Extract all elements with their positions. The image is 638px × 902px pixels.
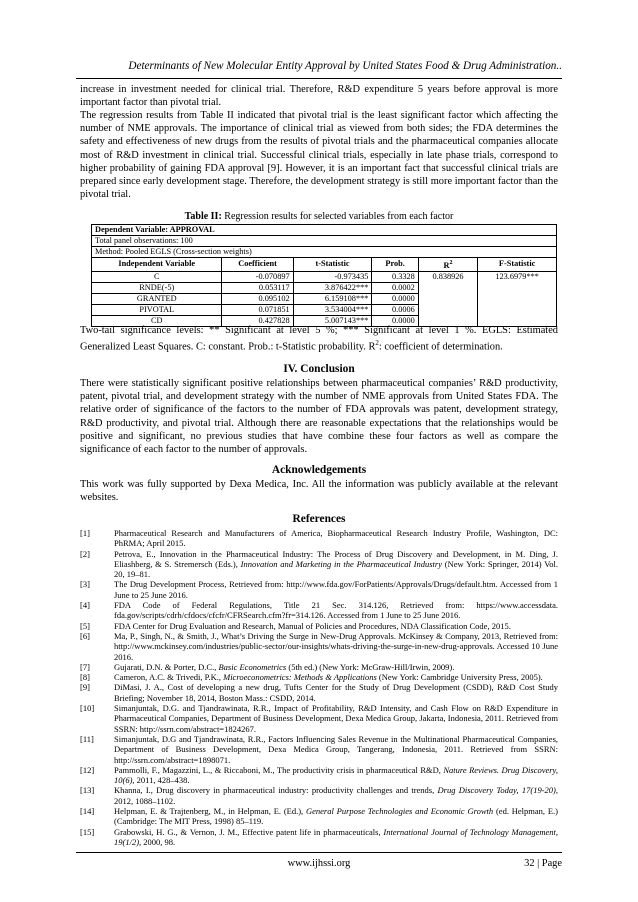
estimation-method: Method: Pooled EGLS (Cross-section weights) [92,247,557,258]
footer-website: www.ijhssi.org [287,858,351,869]
reference-item [80,600,558,621]
header-rule [76,78,562,79]
coefficient-value: 0.053117 [222,282,293,293]
empty-cell [478,304,557,315]
reference-number: [12] [80,764,95,775]
empty-cell [418,304,477,315]
reference-item [80,662,558,672]
table-row [92,282,557,293]
conclusion-heading: IV. Conclusion [283,363,355,375]
intro-paragraph-1: increase in investment needed for clinical trial. Therefore, R&D expenditure 5 years before approval is more important factor than pivotal trial. [80,84,558,109]
reference-number: [5] [80,620,90,631]
empty-cell [478,282,557,293]
reference-item [80,528,558,549]
reference-item [80,579,558,600]
empty-cell [418,282,477,293]
reference-text: Helpman, E. & Trajtenberg, M., in Helpman, E. (Ed.), General Purpose Technologies and Economic Growth (ed. Helpman, E.) (Cambridge: The MIT Press, 1998) 85–119. [114,806,558,827]
table-notes [80,324,558,354]
fstat-value: 123.6979*** [478,271,557,282]
reference-number: [9] [80,682,90,693]
coefficient-value: 0.071851 [222,304,293,315]
reference-item [80,827,558,848]
reference-text: Ma, P., Singh, N., & Smith, J., What’s Driving the Surge in New-Drug Approvals. McKinsey & Company, 2013, Retrieved from: http://www.mckinsey.com/industries/public-sector/our-insights/whats-driving-the-surge-in-new-drug-approvals. Accessed 10 June 2016. [114,630,558,662]
coefficient-value: 0.427828 [222,315,293,326]
dependent-variable: Dependent Variable: APPROVAL [92,225,557,236]
reference-item [80,785,558,806]
footer-rule [76,852,562,853]
tstat-value: 5.007143*** [293,315,372,326]
acknowledgements-heading: Acknowledgements [271,464,367,476]
reference-number: [1] [80,528,90,538]
reference-list [80,528,558,847]
table-row [92,304,557,315]
panel-observations: Total panel observations: 100 [92,236,557,247]
prob-value: 0.0006 [372,304,418,315]
conclusion-paragraph: There were statistically significant positive relationships between pharmaceutical companies’ R&D productivity, patent, pivotal trial, and development strategy with the number of NME approvals from United States FDA. The relative order of significance of the factors to the number of FDA approvals was patent, development strategy, R&D productivity, and pivotal trial. Although there are reasonable expectations that the relationships would be positive and significant, no previous studies that have combine these four factors as well as compare the significance of each factor to the number of approvals. [80,378,558,456]
regression-table [91,224,557,327]
variable-name: RNDE(-5) [92,282,222,293]
prob-value: 0.0000 [372,293,418,304]
reference-item [80,682,558,703]
reference-number: [2] [80,548,90,559]
col-header-prob: Prob. [372,258,418,272]
r-letter: R [443,260,450,270]
table-caption-text: Regression results for selected variables from each factor [221,211,454,222]
reference-item [80,549,558,580]
reference-number: [11] [80,733,94,744]
variable-name: PIVOTAL [92,304,222,315]
reference-number: [4] [80,600,90,611]
variable-name: C [92,271,222,282]
tstat-value: 3.534004*** [293,304,372,315]
col-header-tstat: t-Statistic [293,258,372,272]
reference-text: Grabowski, H. G., & Vernon, J. M., Effective patent life in pharmaceuticals, International Journal of Technology Management, 19(1/2), 2000, 98. [114,826,558,847]
coefficient-value: -0.070897 [222,271,293,282]
prob-value: 0.3328 [372,271,418,282]
reference-item [80,765,558,786]
coefficient-value: 0.095102 [222,293,293,304]
empty-cell [478,293,557,304]
reference-number: [6] [80,630,90,641]
reference-text: Khanna, I., Drug discovery in pharmaceutical industry: productivity challenges and trends, Drug Discovery Today, 17(19-20), 2012, 1088–1102. [114,785,558,806]
reference-number: [3] [80,579,90,590]
reference-number: [15] [80,826,95,837]
table-caption-label: Table II: [184,211,222,222]
r-superscript: 2 [449,260,453,266]
table-row [92,293,557,304]
reference-text: DiMasi, J. A., Cost of developing a new drug, Tufts Center for the Study of Drug Development (CSDD), R&D Cost Study Briefing; November 18, 2014, Boston Mass.: CSDD, 2014. [114,682,558,703]
reference-text: Simanjuntak, D.G. and Tjandrawinata, R.R., Impact of Profitability, R&D Intensity, and Cash Flow on R&D Expenditure in Pharmaceutical Companies, Department of Business Development, Dexa Medica Group, Jakarta, Indonesia, 2011. Retrieved from SSRN: http://ssrn.com/abstract=1824267. [114,703,558,734]
table-row [92,271,557,282]
col-header-variable: Independent Variable [92,258,222,272]
reference-item [80,734,558,765]
reference-item [80,631,558,662]
reference-item [80,621,558,631]
notes-superscript: 2 [375,339,379,348]
reference-text: Petrova, E., Innovation in the Pharmaceutical Industry: The Process of Drug Discovery and Development, in M. Ding, J. Eliashberg, & S. Stremersch (Eds.), Innovation and Marketing in the Pharmaceutical Industry (New York: Springer, 2014) Vol. 20, 19–81. [114,548,558,580]
reference-text: FDA Code of Federal Regulations, Title 21 Sec. 314.126, Retrieved from: https://www.accessdata. fda.gov/scripts/cdrh/cfdocs/cfcfr/CFRSearch.cfm?fr=314.126. Accessed from 1 June to 25 June 2016. [114,600,558,621]
reference-number: [8] [80,672,90,683]
references-heading: References [292,513,346,525]
table-caption [80,211,558,222]
col-header-r2 [418,258,477,272]
running-header: Determinants of New Molecular Entity Approval by United States Food & Drug Administration.. [128,60,562,72]
reference-text: Cameron, A.C. & Trivedi, P.K., Microeconometrics: Methods & Applications (New York: Cambridge University Press, 2005). [114,672,543,683]
reference-text: The Drug Development Process, Retrieved from: http://www.fda.gov/ForPatients/Approvals/Drugs/default.htm. Accessed from 1 June to 25 June 2016. [114,579,558,600]
reference-text: Pammolli, F., Magazzini, L., & Riccaboni, M., The productivity crisis in pharmaceutical R&D, Nature Reviews. Drug Discovery, 10(6), 2011, 428–438. [114,764,558,786]
reference-item [80,703,558,734]
intro-paragraph-2: The regression results from Table II indicated that pivotal trial is the least significant factor which affecting the number of NME approvals. The importance of clinical trial as viewed from both sides; the FDA determines the safety and effectiveness of new drugs from the results of pivotal trials and the pharmaceutical companies allocate most of R&D investment in clinical trial. Successful clinical trials, especially in late phase trials, correspond to higher probability of gaining FDA approval [9]. However, it is an important fact that successful clinical trials are prepared since early development stage. Therefore, the development strategy is still more important factor than the pivotal trial. [80,110,558,201]
variable-name: CD [92,315,222,326]
footer-page-number: 32 | Page [524,858,562,869]
tstat-value: 6.159108*** [293,293,372,304]
reference-number: [14] [80,806,95,817]
notes-text: Two-tail significance levels: ** Significant at level 5 %; *** Significant at level 1 %. EGLS: Estimated Generalized Least Squares. C: constant. Prob.: t-Statistic probability. R [80,325,558,353]
col-header-coefficient: Coefficient [222,258,293,272]
col-header-fstat: F-Statistic [478,258,557,272]
reference-text: Simanjuntak, D.G and Tjandrawinata, R.R., Factors Influencing Sales Revenue in the Multinational Pharmaceutical Companies, Department of Business Development, Dexa Medica Group, Tangerang, Indonesia, 2011. Retrieved from SSRN: http://ssrn.com/abstract=1898071. [114,733,558,765]
r2-value: 0.838926 [418,271,477,282]
prob-value: 0.0000 [372,315,418,326]
table-header-row [92,258,557,272]
prob-value: 0.0002 [372,282,418,293]
reference-number: [10] [80,703,95,714]
reference-text: Pharmaceutical Research and Manufacturers of America, Biopharmaceutical Research Industry Profile, Washington, DC: PhRMA; April 2015. [114,528,558,549]
tstat-value: 3.876422*** [293,282,372,293]
reference-number: [13] [80,785,95,796]
reference-text: FDA Center for Drug Evaluation and Research, Manual of Policies and Procedures, NDA Classification Code, 2015. [114,620,511,631]
empty-cell [418,293,477,304]
reference-text: Gujarati, D.N. & Porter, D.C., Basic Econometrics (5th ed.) (New York: McGraw-Hill/Irwin, 2009). [114,661,455,672]
notes-text-end: : coefficient of determination. [378,341,503,353]
variable-name: GRANTED [92,293,222,304]
reference-item [80,672,558,682]
acknowledgements-paragraph: This work was fully supported by Dexa Medica, Inc. All the information was publicly available at the relevant websites. [80,479,558,504]
reference-number: [7] [80,661,90,672]
tstat-value: -0.973435 [293,271,372,282]
reference-item [80,806,558,827]
